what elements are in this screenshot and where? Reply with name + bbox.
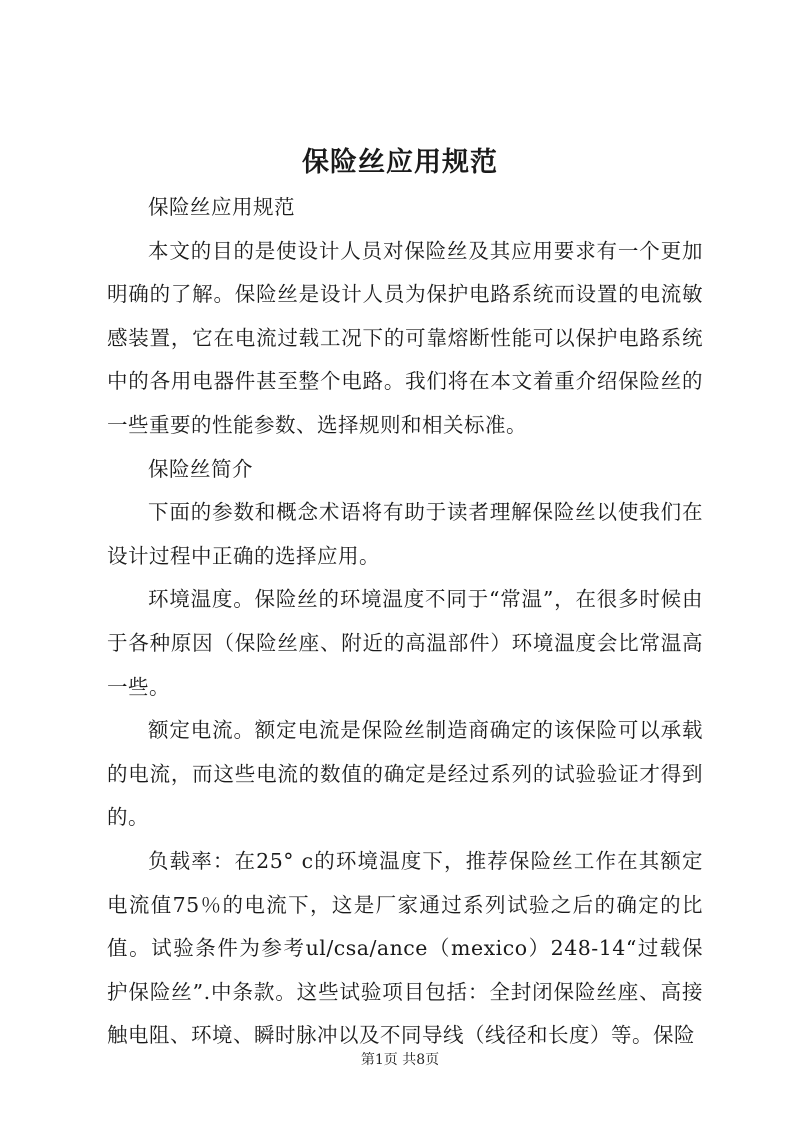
page-number-footer: 第1页 共8页 <box>360 1052 440 1068</box>
paragraph-ambient-temperature: 环境温度。保险丝的环境温度不同于“常温”，在很多时候由于各种原因（保险丝座、附近的高温部件）环境温度会比常温高一些。 <box>107 587 703 699</box>
paragraph-section-heading: 保险丝简介 <box>148 456 253 481</box>
paragraph-intro: 本文的目的是使设计人员对保险丝及其应用要求有一个更加明确的了解。保险丝是设计人员为保护电路系统而设置的电流敏感装置，它在电流过载工况下的可靠熔断性能可以保护电路系统中的各用电器件甚至整个电路。我们将在本文着重介绍保险丝的一些重要的性能参数、选择规则和相关标准。 <box>107 238 703 437</box>
document-title: 保险丝应用规范 <box>302 147 498 178</box>
paragraph-rated-current: 额定电流。额定电流是保险丝制造商确定的该保险可以承载的电流，而这些电流的数值的确定是经过系列的试验验证才得到的。 <box>107 718 703 830</box>
document-body <box>107 186 703 1058</box>
paragraph-terms: 下面的参数和概念术语将有助于读者理解保险丝以使我们在设计过程中正确的选择应用。 <box>107 500 703 568</box>
paragraph-load-rate: 负载率：在25° c的环境温度下，推荐保险丝工作在其额定电流值75％的电流下，这是厂家通过系列试验之后的确定的比值。试验条件为参考ul/csa/ance（mexico）248-14“过载保护保险丝”.中条款。这些试验项目包括：全封闭保险丝座、高接触电阻、环境、瞬时脉冲以及不同导线（线径和长度）等。保险 <box>107 848 703 1048</box>
paragraph-subtitle: 保险丝应用规范 <box>148 195 295 219</box>
